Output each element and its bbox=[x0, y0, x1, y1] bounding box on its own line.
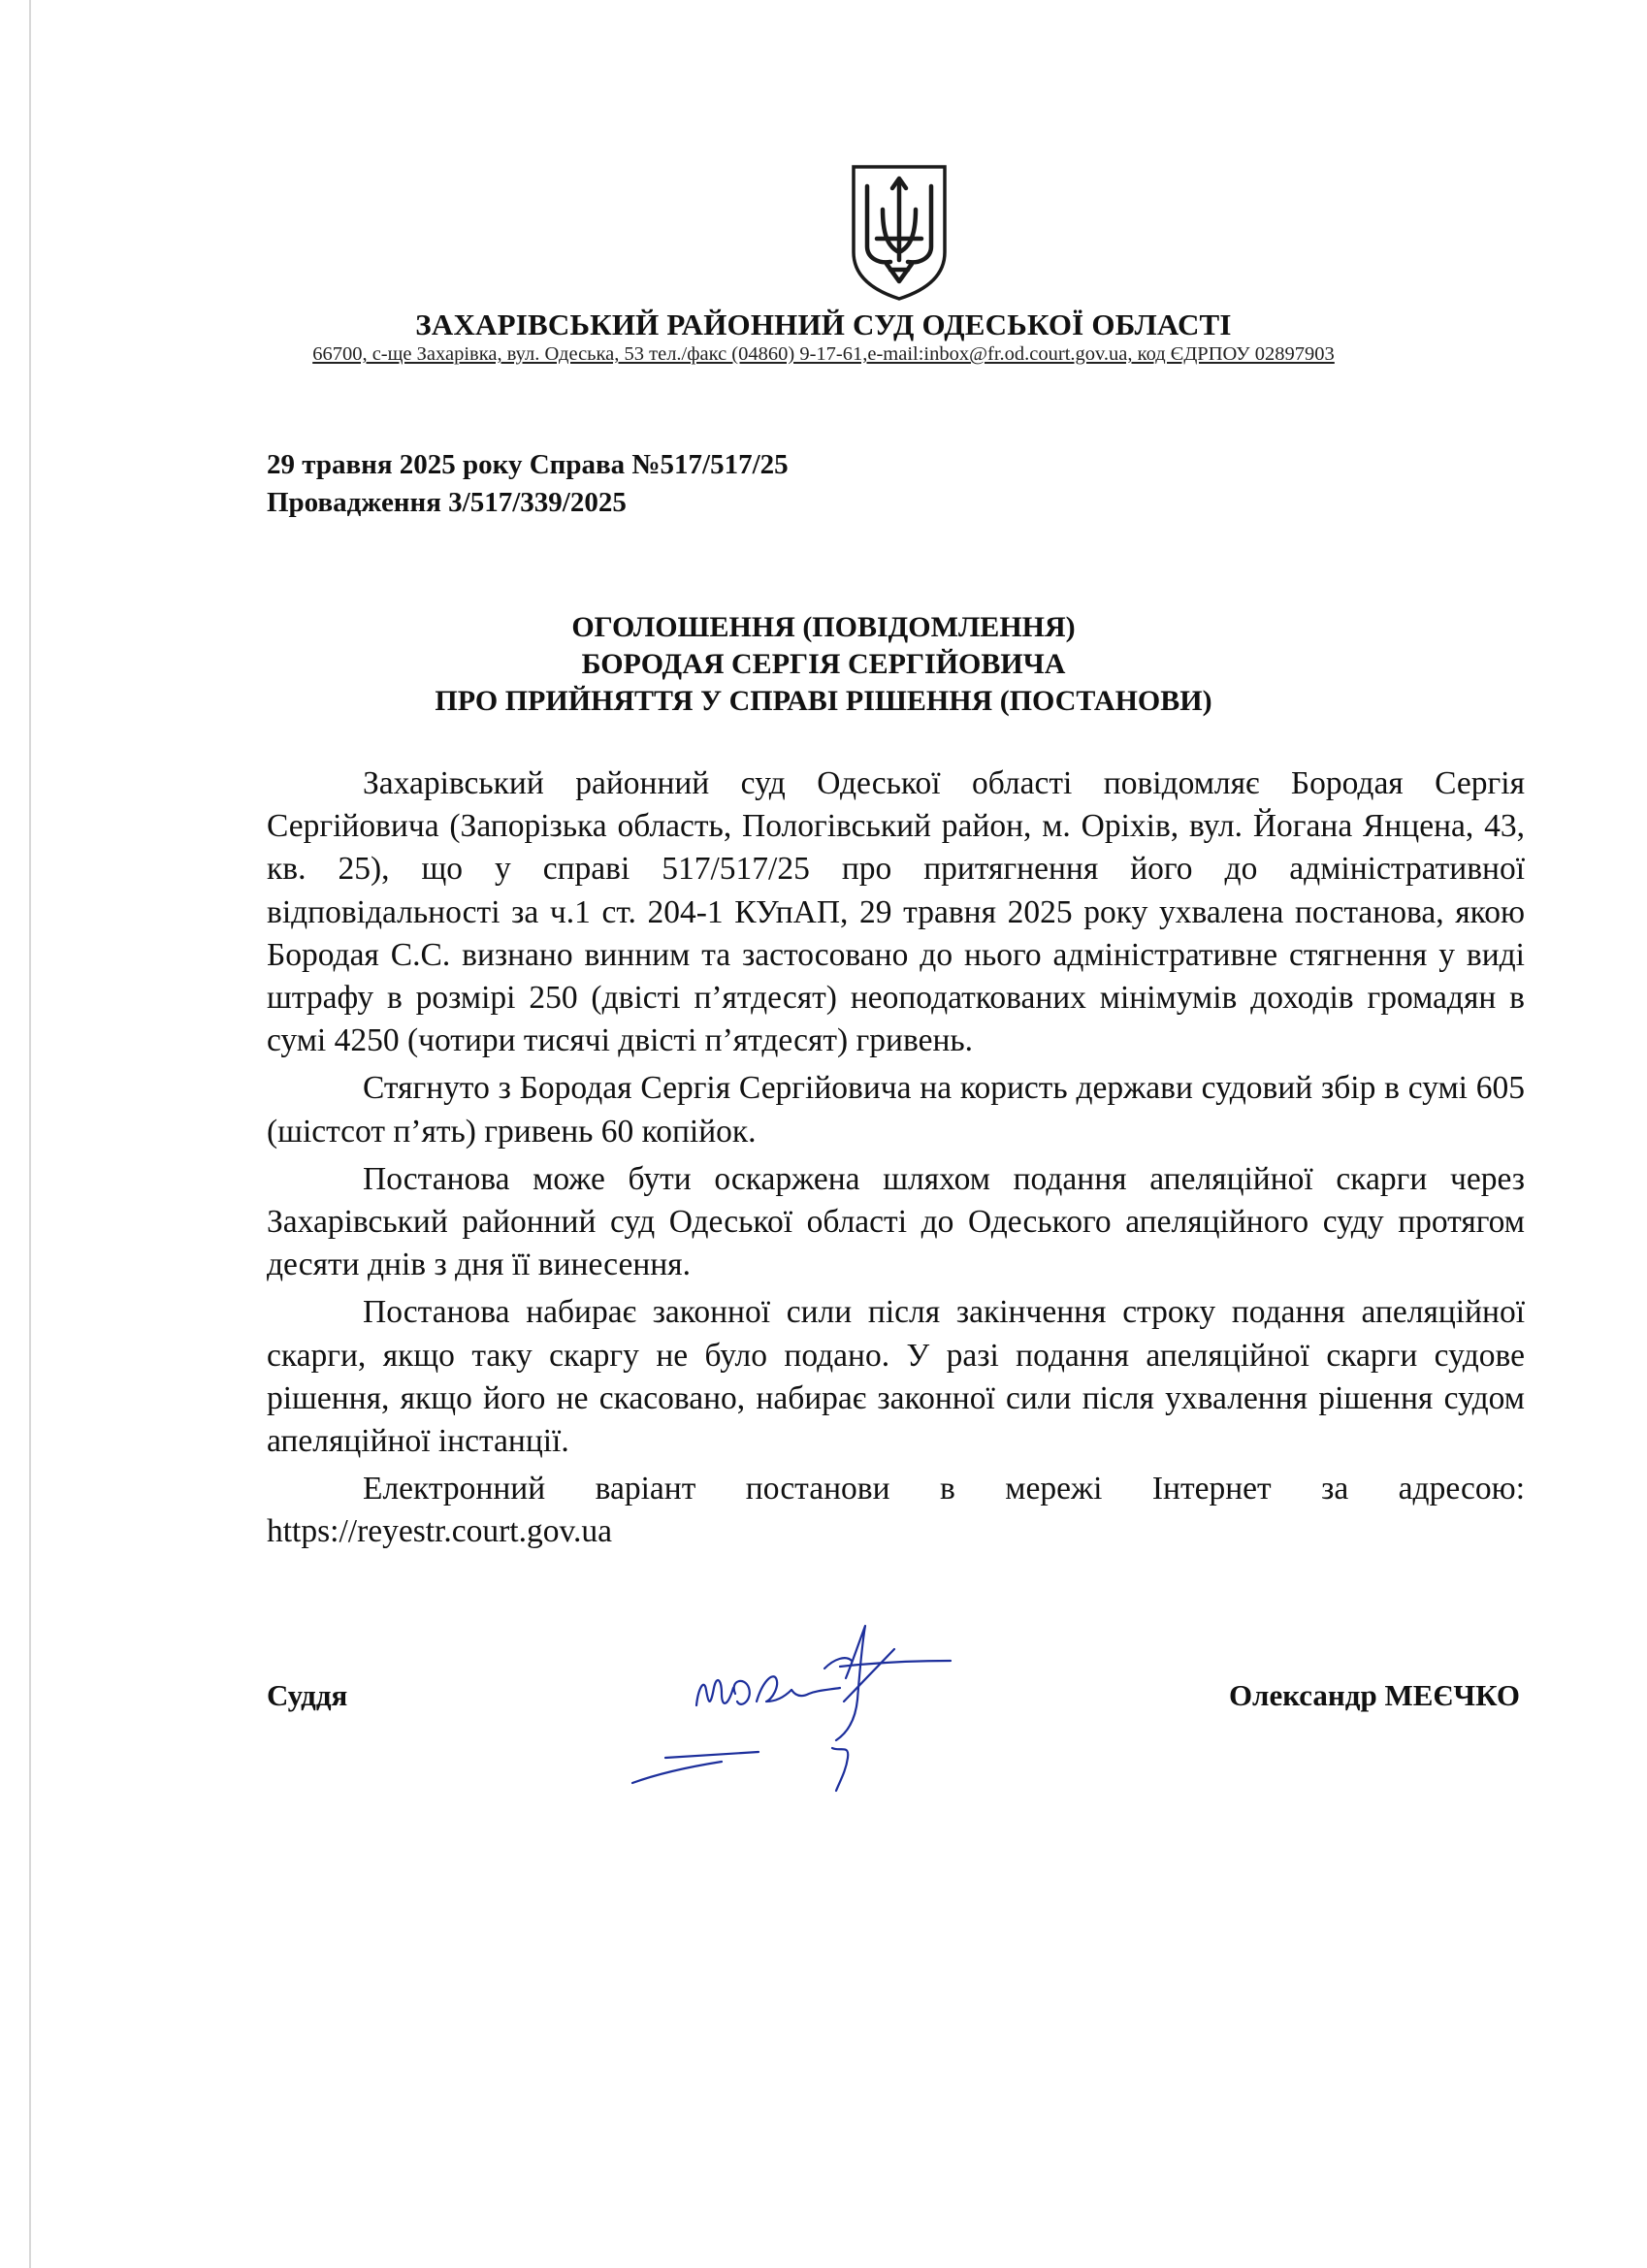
title-line-3: ПРО ПРИЙНЯТТЯ У СПРАВІ РІШЕННЯ (ПОСТАНОВИ) bbox=[435, 685, 1212, 717]
case-number-line: 29 травня 2025 року Справа №517/517/25 bbox=[267, 449, 789, 480]
handwritten-signature bbox=[621, 1620, 1018, 1804]
paragraph-appeal: Постанова може бути оскаржена шляхом подання апеляційної скарги через Захарівський районний суд Одеської області до Одеського апеляційного суду протягом десяти днів з дня її винесення. bbox=[267, 1160, 1525, 1283]
paragraph-legal-force: Постанова набирає законної сили після закінчення строку подання апеляційної скарги, якщо таку скаргу не було подано. У разі подання апеляційної скарги судове рішення, якщо його не скасовано, набирає законної сили після ухвалення рішення судом апеляційної інстанції. bbox=[267, 1294, 1525, 1460]
title-line-1: ОГОЛОШЕННЯ (ПОВІДОМЛЕННЯ) bbox=[571, 611, 1076, 643]
title-line-2: БОРОДАЯ СЕРГІЯ СЕРГІЙОВИЧА bbox=[581, 648, 1066, 680]
announcement-body bbox=[267, 762, 1525, 1554]
judge-label: Суддя bbox=[267, 1678, 348, 1712]
paragraph-online-link: Електронний варіант постанови в мережі Інтернет за адресою: https://reyestr.court.gov.ua bbox=[267, 1471, 1525, 1550]
court-name: ЗАХАРІВСЬКИЙ РАЙОННИЙ СУД ОДЕСЬКОЇ ОБЛАСТІ bbox=[415, 308, 1232, 341]
proceeding-number-line: Провадження 3/517/339/2025 bbox=[267, 487, 627, 518]
trident-coat-of-arms-icon bbox=[848, 163, 951, 301]
paragraph-decision: Захарівський районний суд Одеської області повідомляє Бородая Сергія Сергійовича (Запорізька область, Пологівський район, м. Оріхів, вул. Йогана Янцена, 43, кв. 25), що у справі 517/517/25 про притягнення його до адміністративної відповідальності за ч.1 ст. 204-1 КУпАП, 29 травня 2025 року ухвалена постанова, якою Бородая С.С. визнано винним та застосовано до нього адміністративне стягнення у виді штрафу в розмірі 250 (двісті п’ятдесят) неоподаткованих мінімумів доходів громадян в сумі 4250 (чотири тисячі двісті п’ятдесят) гривень. bbox=[267, 765, 1525, 1059]
paragraph-court-fee: Стягнуто з Бородая Сергія Сергійовича на користь держави судовий збір в сумі 605 (шістсот п’ять) гривень 60 копійок. bbox=[267, 1070, 1525, 1150]
court-address: 66700, с-ще Захарівка, вул. Одеська, 53 тел./факс (04860) 9-17-61,e-mail:inbox@fr.od.court.gov.ua, код ЄДРПОУ 02897903 bbox=[312, 343, 1335, 365]
judge-name: Олександр МЕЄЧКО bbox=[1228, 1678, 1520, 1712]
announcement-title bbox=[0, 609, 1647, 720]
